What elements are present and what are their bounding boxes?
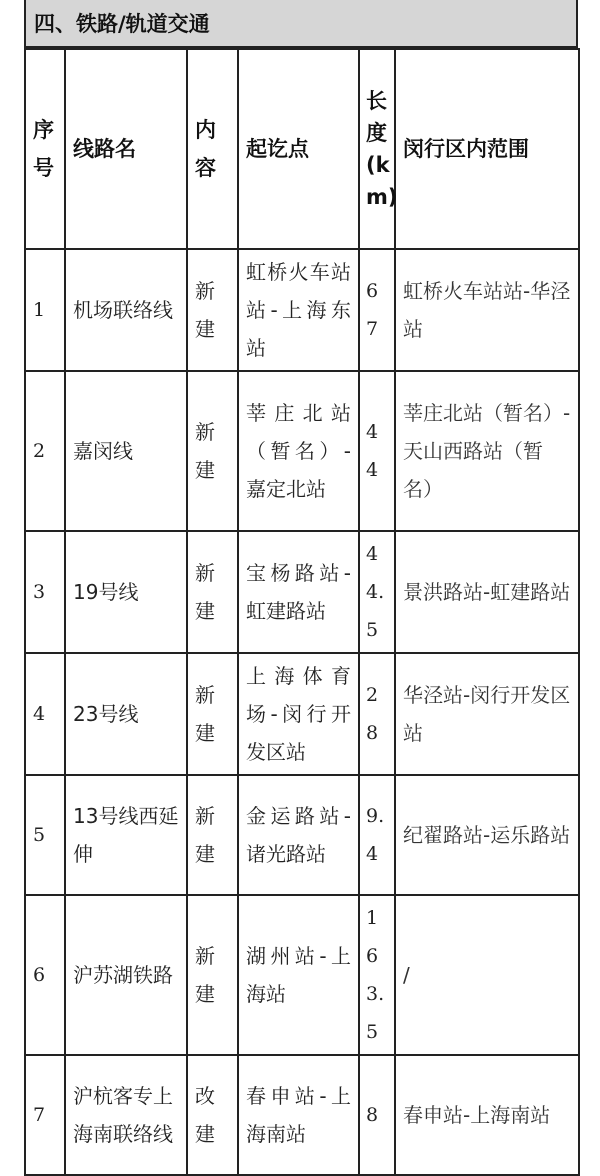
header-length: 长度(km) xyxy=(359,49,395,249)
row-length: 163.5 xyxy=(359,895,395,1055)
header-line-name: 线路名 xyxy=(65,49,187,249)
row-content: 新建 xyxy=(187,653,238,775)
row-length: 44 xyxy=(359,371,395,531)
table-row xyxy=(25,653,579,775)
row-index: 2 xyxy=(25,371,65,531)
row-content: 新建 xyxy=(187,531,238,653)
table-row xyxy=(25,249,579,371)
table-row xyxy=(25,1055,579,1175)
row-scope: 景洪路站-虹建路站 xyxy=(395,531,579,653)
row-index: 6 xyxy=(25,895,65,1055)
row-endpoints: 宝杨路站-虹建路站 xyxy=(238,531,359,653)
row-endpoints: 莘庄北站（暂名）-嘉定北站 xyxy=(238,371,359,531)
row-line-name: 机场联络线 xyxy=(65,249,187,371)
railway-transit-table xyxy=(24,48,580,1176)
row-content: 新建 xyxy=(187,775,238,895)
row-scope: / xyxy=(395,895,579,1055)
row-length: 28 xyxy=(359,653,395,775)
table-header-row xyxy=(25,49,579,249)
row-endpoints: 虹桥火车站站-上海东站 xyxy=(238,249,359,371)
table-row xyxy=(25,531,579,653)
row-content: 新建 xyxy=(187,895,238,1055)
row-index: 3 xyxy=(25,531,65,653)
row-endpoints: 春申站-上海南站 xyxy=(238,1055,359,1175)
row-length: 67 xyxy=(359,249,395,371)
header-content: 内容 xyxy=(187,49,238,249)
row-line-name: 19号线 xyxy=(65,531,187,653)
row-endpoints: 上海体育场-闵行开发区站 xyxy=(238,653,359,775)
row-line-name: 23号线 xyxy=(65,653,187,775)
table-row xyxy=(25,371,579,531)
row-line-name: 13号线西延伸 xyxy=(65,775,187,895)
row-scope: 纪翟路站-运乐路站 xyxy=(395,775,579,895)
row-line-name: 嘉闵线 xyxy=(65,371,187,531)
row-endpoints: 湖州站-上海站 xyxy=(238,895,359,1055)
header-endpoints: 起讫点 xyxy=(238,49,359,249)
row-content: 新建 xyxy=(187,249,238,371)
row-line-name: 沪苏湖铁路 xyxy=(65,895,187,1055)
row-length: 44.5 xyxy=(359,531,395,653)
row-scope: 虹桥火车站站-华泾站 xyxy=(395,249,579,371)
table-row xyxy=(25,775,579,895)
row-line-name: 沪杭客专上海南联络线 xyxy=(65,1055,187,1175)
row-scope: 华泾站-闵行开发区站 xyxy=(395,653,579,775)
header-index: 序号 xyxy=(25,49,65,249)
row-index: 5 xyxy=(25,775,65,895)
header-scope: 闵行区内范围 xyxy=(395,49,579,249)
railway-transit-table-section xyxy=(24,0,578,1176)
row-scope: 春申站-上海南站 xyxy=(395,1055,579,1175)
row-length: 9.4 xyxy=(359,775,395,895)
row-scope: 莘庄北站（暂名）-天山西路站（暂名） xyxy=(395,371,579,531)
row-content: 改建 xyxy=(187,1055,238,1175)
row-index: 1 xyxy=(25,249,65,371)
row-index: 7 xyxy=(25,1055,65,1175)
section-title: 四、铁路/轨道交通 xyxy=(24,0,578,48)
table-row xyxy=(25,895,579,1055)
row-endpoints: 金运路站-诸光路站 xyxy=(238,775,359,895)
row-length: 8 xyxy=(359,1055,395,1175)
row-content: 新建 xyxy=(187,371,238,531)
row-index: 4 xyxy=(25,653,65,775)
